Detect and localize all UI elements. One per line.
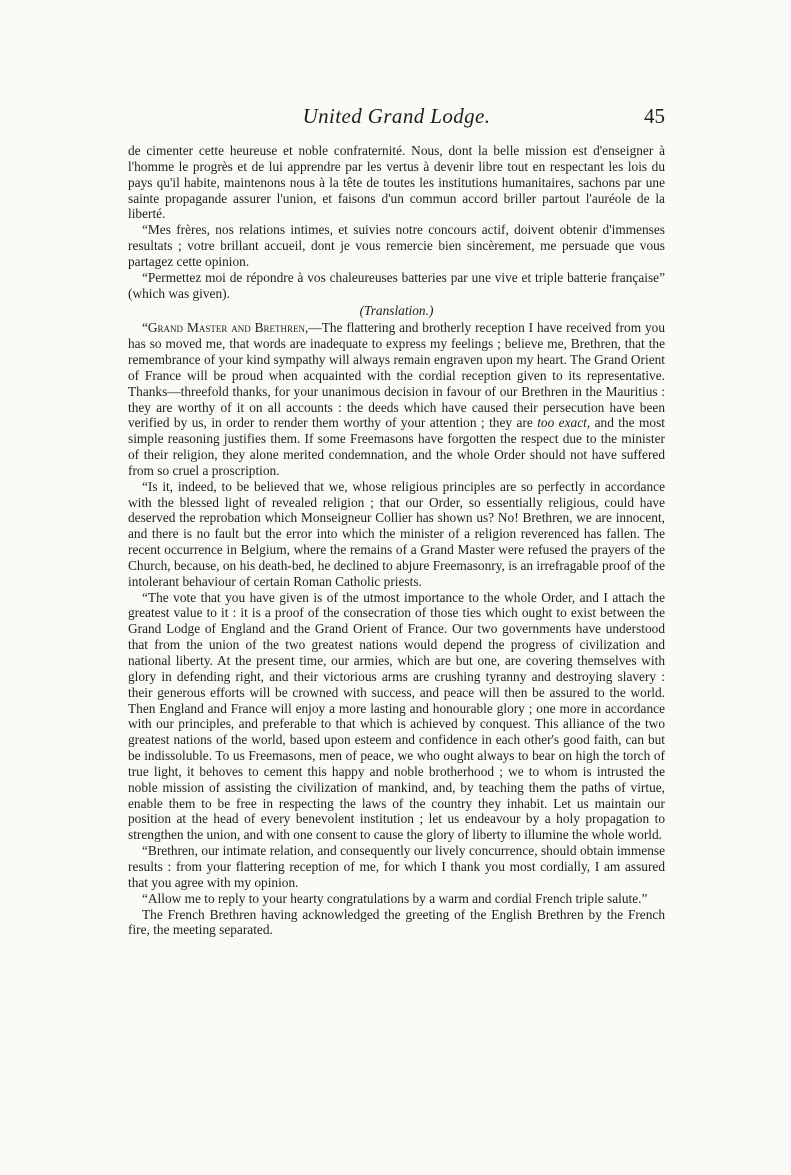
paragraph-french-3: “Permettez moi de répondre à vos chaleureuses batteries par une vive et triple batterie française” (which was given). [128,269,665,301]
page-number: 45 [644,104,665,128]
salutation: “Grand Master and Brethren, [142,320,309,336]
paragraph-closing: The French Brethren having acknowledged the greeting of the English Brethren by the French fire, the meeting separated. [128,906,665,938]
address-text-1: —The flattering and brotherly reception I have received from you has so moved me, that words are inadequate to express my feelings ; believe me, Brethren, that the remembrance of your kind sympathy will always remain engraven upon my heart. The Grand Orient of France will be proud when acquainted with the cordial reception given to its representative. Thanks—threefold thanks, for your unanimous decision in favour of our Brethren in the Mauritius : they are worthy of it on all accounts : the deeds which have caused their persecution have been verified by us, in order to render them worthy of your attention ; they are [128,320,666,431]
address-emphasis: too exact, [537,415,591,431]
page-header [128,104,665,130]
paragraph-address [128,320,665,478]
page-body [128,143,665,938]
paragraph-relation: “Brethren, our intimate relation, and consequently our lively concurrence, should obtain immense results : from your flattering reception of me, for which I thank you most cordially, I am assured that you agree with my opinion. [128,843,665,890]
paragraph-salute: “Allow me to reply to your hearty congratulations by a warm and cordial French triple salute.” [142,890,648,906]
address-text-2: and the most simple reasoning justifies them. If some Freemasons have forgotten the respect due to the minister of their religion, they alone merited condemnation, and the whole Order should not have suffered from so cruel a proscription. [128,415,665,478]
paragraph-french-2: “Mes frères, nos relations intimes, et suivies notre concours actif, doivent obtenir d'immenses resultats ; votre brillant accueil, dont je vous remercie bien sincèrement, me persuade que vous partagez cette opinion. [128,222,665,269]
translation-heading: (Translation.) [359,303,434,319]
running-title: United Grand Lodge. [302,104,491,128]
paragraph-vote: “The vote that you have given is of the utmost importance to the whole Order, and I attach the greatest value to it : it is a proof of the consecration of those ties which ought to exist between the Grand Lodge of England and the Grand Orient of France. Our two governments have understood that from the union of the two greatest nations would depend the progress of civilization and national liberty. At the present time, our armies, which are but one, are covering themselves with glory in defending right, and their victorious arms are crushing tyranny and destroying slavery : their generous efforts will be crowned with success, and peace will then be assured to the world. Then England and France will enjoy a more lasting and honourable glory ; one more in accordance with our principles, and preferable to that which is achieved by conquest. This alliance of the two greatest nations of the world, based upon esteem and confidence in each other's good faith, can but be indissoluble. To us Freemasons, men of peace, we who ought always to bear on high the torch of true light, it behoves to cement this happy and noble brotherhood ; we to whom is intrusted the noble mission of assisting the civilization of mankind, and, by teaching them the paths of virtue, enable them to be free in respecting the laws of the country they inhabit. Let us maintain our position at the head of every benevolent institution ; let us endeavour by a holy propagation to strengthen the union, and with one consent to cause the glory of liberty to illumine the whole world. [128,589,665,843]
paragraph-french-1: de cimenter cette heureuse et noble confraternité. Nous, dont la belle mission est d'enseigner à l'homme le progrès et de lui apprendre par les vertus à devenir libre tout en respectant les lois du pays qu'il habite, maintenons nous à la tête de toutes les institutions humanitaires, sachons par une sainte propagande assurer l'union, et faisons d'un commun accord briller partout l'auréole de la liberté. [128,143,665,222]
paragraph-belief: “Is it, indeed, to be believed that we, whose religious principles are so perfectly in accordance with the blessed light of revealed religion ; that our Order, so essentially religious, could have deserved the reprobation which Monseigneur Collier has shown us? No! Brethren, we are innocent, and there is no fault but the error into which the minister of a religion reverenced has fallen. The recent occurrence in Belgium, where the remains of a Grand Master were refused the prayers of the Church, because, on his death-bed, he declined to abjure Freemasonry, is an irrefragable proof of the intolerant behaviour of certain Roman Catholic priests. [128,478,665,589]
